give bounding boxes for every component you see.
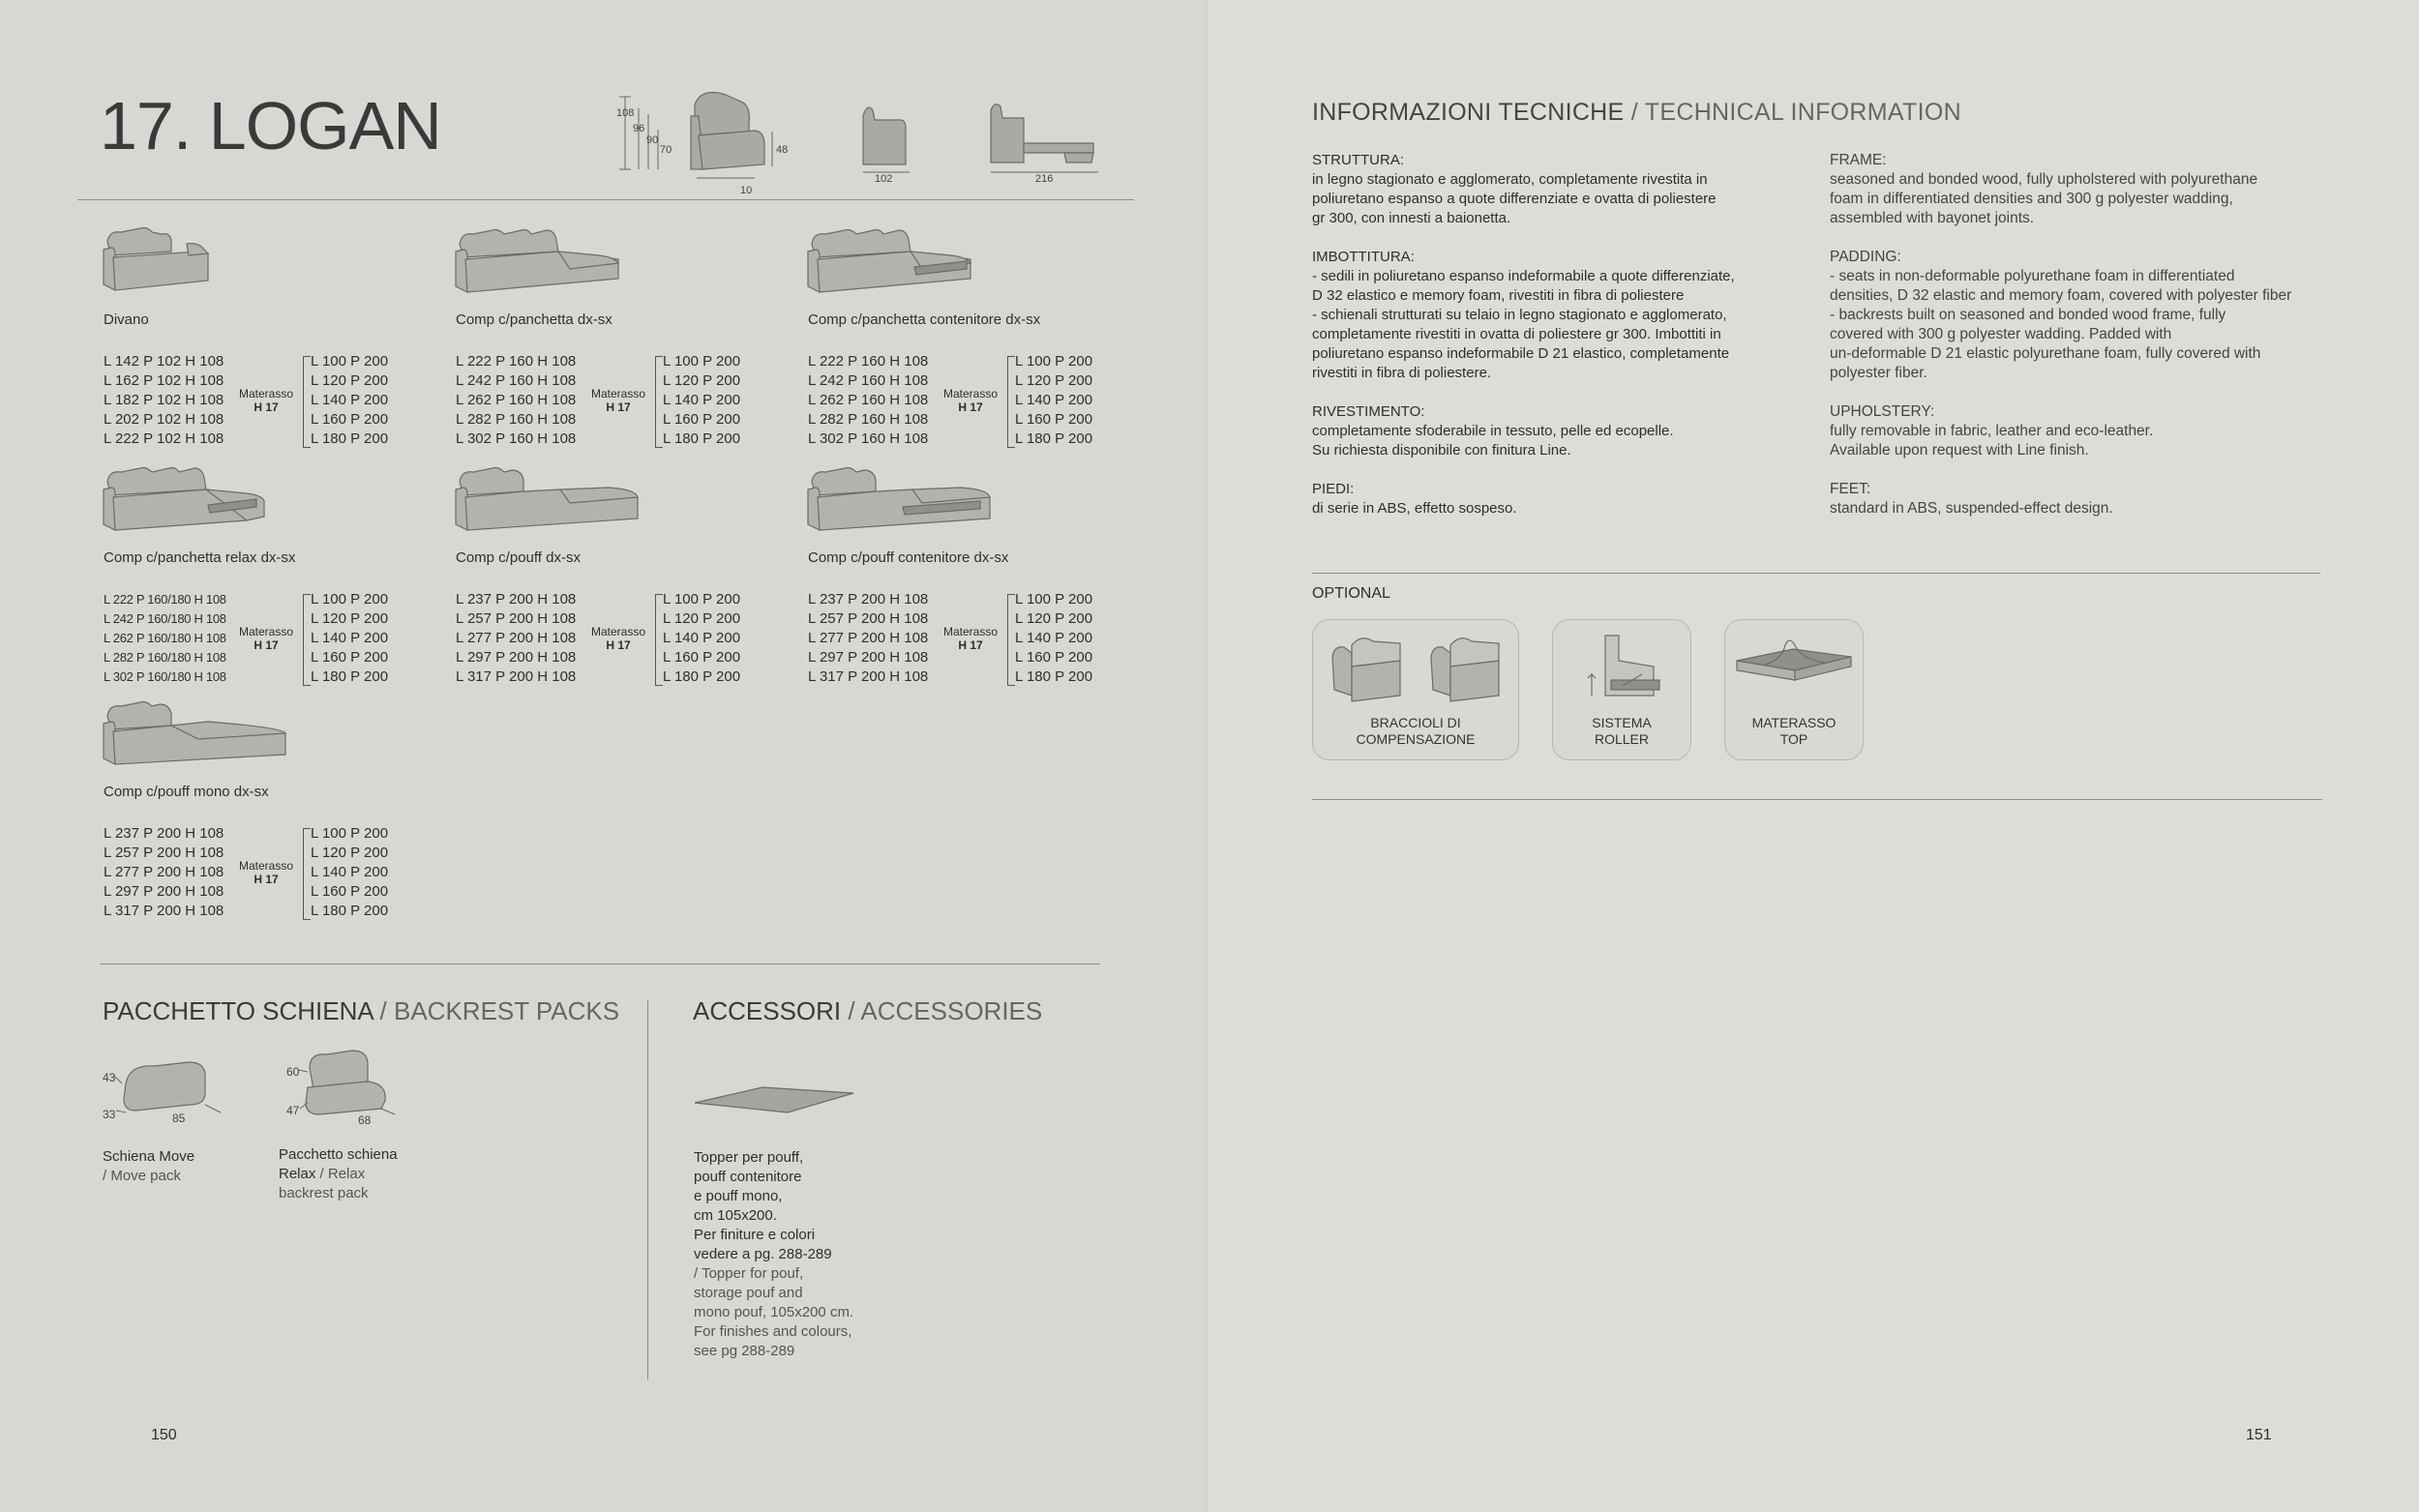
- size-row: L 180 P 200: [311, 903, 389, 919]
- product-name: Comp c/panchetta relax dx-sx: [104, 549, 296, 566]
- block-line: Available upon request with Line finish.: [1830, 442, 2089, 459]
- accessory-line: e pouff mono,: [694, 1188, 783, 1204]
- dim-row: L 222 P 102 H 108: [104, 430, 224, 447]
- relax-pack-name-2: Relax: [279, 1166, 316, 1182]
- product-name: Comp c/pouff mono dx-sx: [104, 784, 269, 800]
- size-row: L 160 P 200: [311, 649, 389, 666]
- size-row: L 120 P 200: [311, 845, 389, 861]
- block-line: seasoned and bonded wood, fully upholstered with polyurethane: [1830, 171, 2258, 188]
- block-line: completamente sfoderabile in tessuto, pelle ed ecopelle.: [1312, 423, 1674, 439]
- block-line: - sedili in poliuretano espanso indeformabile a quote differenziate,: [1312, 268, 1735, 284]
- mattress-top-icon: [1731, 636, 1857, 697]
- mattress-height: H 17: [958, 638, 983, 652]
- technical-info-heading: [1312, 99, 1961, 127]
- size-row: L 160 P 200: [663, 411, 741, 428]
- size-row: L 120 P 200: [663, 610, 741, 627]
- comp-panchetta-contenitore-drawing: [806, 222, 980, 300]
- comp-pouff-contenitore-drawing: [806, 460, 1000, 538]
- page-number-right: 151: [2246, 1427, 2272, 1443]
- backrest-title: [103, 996, 619, 1026]
- mattress-label: [232, 387, 300, 414]
- dim-row: L 297 P 200 H 108: [104, 883, 224, 900]
- braccioli-icon: [1323, 628, 1508, 705]
- optional-materasso-top: [1724, 619, 1864, 760]
- dim-row: L 182 P 102 H 108: [104, 392, 224, 408]
- block-line: gr 300, con innesti a baionetta.: [1312, 210, 1511, 226]
- dim-row: L 262 P 160 H 108: [808, 392, 929, 408]
- relax-pack-name-en-2: backrest pack: [279, 1185, 369, 1201]
- mattress-text: Materasso: [590, 625, 646, 638]
- dim-row: L 277 P 200 H 108: [104, 864, 224, 880]
- block-line: foam in differentiated densities and 300 g polyester wadding,: [1830, 191, 2233, 207]
- mattress-sizes: [663, 590, 740, 687]
- technical-heading-it: INFORMAZIONI TECNICHE: [1312, 99, 1625, 126]
- block-label: STRUTTURA:: [1312, 152, 1404, 168]
- accessories-text: [694, 1148, 853, 1361]
- accessory-line-en: storage pouf and: [694, 1285, 803, 1301]
- size-row: L 180 P 200: [663, 430, 741, 447]
- product-name: Comp c/panchetta dx-sx: [456, 311, 612, 328]
- dim-row: L 297 P 200 H 108: [456, 649, 577, 666]
- move-pack-name: Schiena Move: [103, 1148, 195, 1165]
- accessory-line: vedere a pg. 288-289: [694, 1246, 832, 1262]
- mattress-sizes: [311, 824, 388, 921]
- en-block-upholstery: [1830, 402, 2333, 460]
- move-pack-name-en: / Move pack: [103, 1168, 181, 1184]
- size-row: L 120 P 200: [1015, 610, 1093, 627]
- block-line: Su richiesta disponibile con finitura Line.: [1312, 442, 1571, 459]
- dim-row: L 222 P 160 H 108: [808, 353, 929, 370]
- backrest-title-en: / BACKREST PACKS: [379, 996, 620, 1025]
- block-line: standard in ABS, suspended-effect design.: [1830, 500, 2113, 517]
- mattress-text: Materasso: [238, 625, 294, 638]
- size-row: L 160 P 200: [311, 411, 389, 428]
- size-row: L 140 P 200: [1015, 392, 1093, 408]
- block-line: polyester fiber.: [1830, 365, 1927, 381]
- caption-line: BRACCIOLI DI: [1370, 715, 1461, 730]
- block-line: - backrests built on seasoned and bonded wood frame, fully: [1830, 307, 2226, 323]
- product-comp-pouff-contenitore: [806, 460, 1145, 693]
- size-bracket: [303, 356, 311, 448]
- product-name: Comp c/panchetta contenitore dx-sx: [808, 311, 1041, 328]
- mattress-label: [232, 859, 300, 886]
- dim-row: L 317 P 200 H 108: [808, 668, 929, 685]
- dim-row: L 282 P 160/180 H 108: [104, 650, 226, 665]
- dim-row: L 257 P 200 H 108: [104, 845, 224, 861]
- dim-row: L 277 P 200 H 108: [456, 630, 577, 646]
- roller-icon: [1572, 628, 1673, 705]
- page-number-left: 150: [151, 1427, 177, 1443]
- block-label: UPHOLSTERY:: [1830, 403, 1935, 420]
- en-block-padding: [1830, 248, 2333, 383]
- mattress-height: H 17: [254, 638, 279, 652]
- dim-90: 90: [646, 134, 659, 146]
- optional-roller: [1552, 619, 1691, 760]
- size-row: L 180 P 200: [1015, 430, 1093, 447]
- dim-70: 70: [660, 144, 672, 156]
- mattress-height: H 17: [958, 400, 983, 414]
- block-line: - schienali strutturati su telaio in legno stagionato e agglomerato,: [1312, 307, 1727, 323]
- optional-braccioli: [1312, 619, 1519, 760]
- product-comp-panchetta-relax: [102, 460, 440, 693]
- mattress-label: [937, 625, 1004, 652]
- size-row: L 100 P 200: [663, 353, 741, 370]
- mattress-sizes: [1015, 590, 1092, 687]
- size-row: L 100 P 200: [663, 591, 741, 608]
- mattress-label: [584, 387, 652, 414]
- dim-68: 68: [358, 1113, 372, 1127]
- size-row: L 180 P 200: [311, 430, 389, 447]
- comp-pouff-mono-drawing: [102, 695, 295, 772]
- size-row: L 160 P 200: [311, 883, 389, 900]
- product-title: 17. LOGAN: [100, 88, 441, 163]
- size-row: L 120 P 200: [663, 372, 741, 389]
- optional-caption: [1313, 715, 1518, 748]
- size-row: L 100 P 200: [1015, 353, 1093, 370]
- dim-row: L 222 P 160/180 H 108: [104, 592, 226, 607]
- block-line: un-deformable D 21 elastic polyurethane foam, fully covered with: [1830, 345, 2261, 362]
- mattress-text: Materasso: [942, 387, 999, 400]
- dimension-drawings: [610, 77, 1113, 203]
- size-row: L 100 P 200: [1015, 591, 1093, 608]
- dim-row: L 257 P 200 H 108: [808, 610, 929, 627]
- size-row: L 100 P 200: [311, 825, 389, 842]
- relax-pack-name-en-1: / Relax: [319, 1166, 366, 1182]
- mattress-height: H 17: [606, 638, 631, 652]
- it-block-rivestimento: [1312, 402, 1815, 460]
- size-row: L 120 P 200: [1015, 372, 1093, 389]
- dim-60: 60: [286, 1065, 300, 1079]
- accessory-line: pouff contenitore: [694, 1169, 802, 1185]
- dim-row: L 262 P 160/180 H 108: [104, 631, 226, 645]
- caption-line: TOP: [1779, 731, 1808, 747]
- size-row: L 100 P 200: [311, 591, 389, 608]
- dim-47: 47: [286, 1104, 300, 1117]
- product-name: Divano: [104, 311, 149, 328]
- block-line: assembled with bayonet joints.: [1830, 210, 2035, 226]
- size-row: L 140 P 200: [311, 864, 389, 880]
- size-row: L 180 P 200: [1015, 668, 1093, 685]
- optional-top-rule: [1312, 573, 2320, 574]
- size-bracket: [303, 828, 311, 920]
- mattress-height: H 17: [254, 400, 279, 414]
- mattress-text: Materasso: [238, 859, 294, 873]
- dim-row: L 302 P 160 H 108: [456, 430, 577, 447]
- size-row: L 120 P 200: [311, 610, 389, 627]
- product-name: Comp c/pouff contenitore dx-sx: [808, 549, 1009, 566]
- dim-row: L 277 P 200 H 108: [808, 630, 929, 646]
- block-line: covered with 300 g polyester wadding. Padded with: [1830, 326, 2172, 342]
- dim-row: L 202 P 102 H 108: [104, 411, 224, 428]
- size-row: L 180 P 200: [311, 668, 389, 685]
- accessory-line: cm 105x200.: [694, 1207, 777, 1224]
- optional-label: OPTIONAL: [1312, 585, 1390, 602]
- accessory-line-en: mono pouf, 105x200 cm.: [694, 1304, 854, 1320]
- size-row: L 160 P 200: [1015, 649, 1093, 666]
- optional-caption: [1553, 715, 1690, 748]
- it-block-imbottitura: [1312, 248, 1815, 383]
- size-row: L 160 P 200: [1015, 411, 1093, 428]
- dim-row: L 162 P 102 H 108: [104, 372, 224, 389]
- product-dims: [808, 352, 928, 449]
- page-fold: [1206, 0, 1210, 1512]
- product-comp-pouff-mono: [102, 695, 440, 927]
- product-comp-panchetta-contenitore: [806, 222, 1145, 455]
- dim-row: L 302 P 160/180 H 108: [104, 669, 226, 684]
- size-bracket: [655, 356, 663, 448]
- dim-33: 33: [103, 1108, 116, 1121]
- mattress-label: [584, 625, 652, 652]
- dim-row: L 262 P 160 H 108: [456, 392, 577, 408]
- block-label: RIVESTIMENTO:: [1312, 403, 1425, 420]
- size-bracket: [303, 594, 311, 686]
- move-pack-caption: [103, 1147, 194, 1186]
- block-label: IMBOTTITURA:: [1312, 249, 1415, 265]
- dim-85: 85: [172, 1112, 186, 1125]
- block-line: poliuretano espanso indeformabile D 21 elastico, completamente: [1312, 345, 1730, 362]
- relax-pack-caption: [279, 1145, 398, 1203]
- size-bracket: [1007, 594, 1015, 686]
- block-line: D 32 elastico e memory foam, rivestiti in fibra di poliestere: [1312, 287, 1685, 304]
- en-technical-column: [1830, 151, 2333, 519]
- technical-heading-en: / TECHNICAL INFORMATION: [1630, 99, 1961, 126]
- dim-row: L 237 P 200 H 108: [104, 825, 224, 842]
- backrest-title-it: PACCHETTO SCHIENA: [103, 996, 373, 1025]
- move-pack-drawing: [97, 1054, 232, 1132]
- mattress-sizes: [663, 352, 740, 449]
- dim-108: 108: [616, 107, 635, 119]
- block-label: FEET:: [1830, 481, 1871, 497]
- mattress-height: H 17: [606, 400, 631, 414]
- mattress-text: Materasso: [942, 625, 999, 638]
- dim-216: 216: [1035, 173, 1054, 185]
- block-line: densities, D 32 elastic and memory foam, covered with polyester fiber: [1830, 287, 2292, 304]
- divano-drawing: [102, 222, 218, 300]
- size-row: L 160 P 200: [663, 649, 741, 666]
- relax-pack-name-1: Pacchetto schiena: [279, 1146, 398, 1163]
- dim-10: 10: [740, 185, 753, 196]
- product-dims: [808, 590, 928, 687]
- product-divano: [102, 222, 440, 455]
- dim-row: L 282 P 160 H 108: [456, 411, 577, 428]
- accessories-title: [693, 996, 1042, 1026]
- size-bracket: [655, 594, 663, 686]
- size-row: L 140 P 200: [1015, 630, 1093, 646]
- dim-row: L 242 P 160/180 H 108: [104, 611, 226, 626]
- dim-row: L 242 P 160 H 108: [808, 372, 929, 389]
- accessory-line-en: For finishes and colours,: [694, 1323, 852, 1340]
- dim-96: 96: [633, 123, 645, 134]
- optional-bottom-rule: [1312, 799, 2322, 800]
- dim-102: 102: [875, 173, 893, 185]
- dim-row: L 257 P 200 H 108: [456, 610, 577, 627]
- block-line: in legno stagionato e agglomerato, completamente rivestita in: [1312, 171, 1708, 188]
- dim-row: L 297 P 200 H 108: [808, 649, 929, 666]
- dim-row: L 142 P 102 H 108: [104, 353, 224, 370]
- size-row: L 140 P 200: [663, 630, 741, 646]
- en-block-feet: [1830, 480, 2333, 519]
- topper-drawing: [691, 1080, 865, 1118]
- size-row: L 140 P 200: [311, 630, 389, 646]
- caption-line: MATERASSO: [1751, 715, 1837, 730]
- size-bracket: [1007, 356, 1015, 448]
- accessory-line-en: / Topper for pouf,: [694, 1265, 804, 1282]
- dim-row: L 237 P 200 H 108: [808, 591, 929, 608]
- dim-row: L 317 P 200 H 108: [104, 903, 224, 919]
- mattress-sizes: [311, 590, 388, 687]
- mattress-text: Materasso: [238, 387, 294, 400]
- it-technical-column: [1312, 151, 1815, 519]
- caption-line: SISTEMA: [1592, 715, 1652, 730]
- size-row: L 120 P 200: [311, 372, 389, 389]
- size-row: L 100 P 200: [311, 353, 389, 370]
- dim-row: L 222 P 160 H 108: [456, 353, 577, 370]
- mattress-sizes: [1015, 352, 1092, 449]
- accessory-line: Per finiture e colori: [694, 1227, 816, 1243]
- dim-row: L 282 P 160 H 108: [808, 411, 929, 428]
- dim-row: L 242 P 160 H 108: [456, 372, 577, 389]
- dim-48: 48: [776, 144, 789, 156]
- size-row: L 140 P 200: [663, 392, 741, 408]
- section-divider: [647, 1000, 648, 1379]
- product-comp-panchetta: [454, 222, 792, 455]
- product-dims: [456, 352, 576, 449]
- block-line: poliuretano espanso a quote differenziate e ovatta di poliestere: [1312, 191, 1717, 207]
- dim-row: L 237 P 200 H 108: [456, 591, 577, 608]
- block-line: - seats in non-deformable polyurethane foam in differentiated: [1830, 268, 2235, 284]
- product-dims: [104, 590, 226, 687]
- header-rule: [77, 199, 1134, 200]
- it-block-struttura: [1312, 151, 1815, 228]
- size-row: L 180 P 200: [663, 668, 741, 685]
- dim-43: 43: [103, 1071, 116, 1084]
- size-row: L 140 P 200: [311, 392, 389, 408]
- caption-line: ROLLER: [1594, 731, 1650, 747]
- caption-line: COMPENSAZIONE: [1356, 731, 1476, 747]
- block-line: fully removable in fabric, leather and eco-leather.: [1830, 423, 2154, 439]
- dim-row: L 317 P 200 H 108: [456, 668, 577, 685]
- relax-pack-drawing: [281, 1045, 416, 1132]
- comp-panchetta-drawing: [454, 222, 628, 300]
- en-block-frame: [1830, 151, 2333, 228]
- block-line: completamente rivestiti in ovatta di poliestere gr 300. Imbottiti in: [1312, 326, 1721, 342]
- accessories-title-it: ACCESSORI: [693, 996, 842, 1025]
- product-dims: [104, 824, 224, 921]
- comp-panchetta-relax-drawing: [102, 460, 276, 538]
- block-label: PIEDI:: [1312, 481, 1355, 497]
- accessory-line-en: see pg 288-289: [694, 1343, 795, 1359]
- comp-pouff-drawing: [454, 460, 647, 538]
- block-line: rivestiti in fibra di poliestere.: [1312, 365, 1492, 381]
- product-name: Comp c/pouff dx-sx: [456, 549, 581, 566]
- block-label: FRAME:: [1830, 152, 1887, 168]
- block-line: di serie in ABS, effetto sospeso.: [1312, 500, 1517, 517]
- it-block-piedi: [1312, 480, 1815, 519]
- product-dims: [104, 352, 224, 449]
- product-dims: [456, 590, 576, 687]
- accessory-line: Topper per pouff,: [694, 1149, 804, 1166]
- product-comp-pouff: [454, 460, 792, 693]
- block-label: PADDING:: [1830, 249, 1901, 265]
- mattress-sizes: [311, 352, 388, 449]
- accessories-title-en: / ACCESSORIES: [848, 996, 1043, 1025]
- mattress-label: [937, 387, 1004, 414]
- mattress-height: H 17: [254, 873, 279, 886]
- dim-row: L 302 P 160 H 108: [808, 430, 929, 447]
- mattress-label: [232, 625, 300, 652]
- optional-caption: [1725, 715, 1863, 748]
- mattress-text: Materasso: [590, 387, 646, 400]
